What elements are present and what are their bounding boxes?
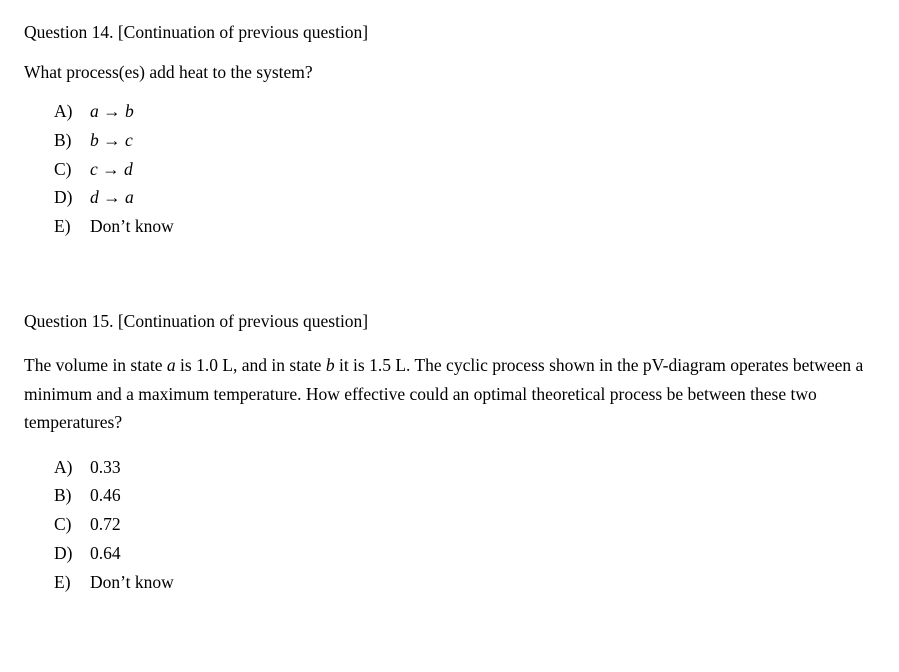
option-d-label: D) bbox=[54, 187, 73, 208]
option-d[interactable] bbox=[54, 542, 887, 574]
option-d[interactable] bbox=[54, 189, 887, 218]
question-15-heading: Question 15. [Continuation of previous question] bbox=[24, 310, 369, 331]
option-a-label: A) bbox=[54, 101, 73, 121]
option-c-text: c → d bbox=[90, 158, 133, 179]
option-a[interactable] bbox=[54, 103, 887, 132]
option-e[interactable] bbox=[54, 218, 887, 247]
option-e-text: Don’t know bbox=[90, 571, 174, 592]
option-d-label: D) bbox=[54, 542, 73, 563]
option-c[interactable] bbox=[54, 158, 887, 190]
question-14-prompt: What process(es) add heat to the system? bbox=[24, 61, 313, 82]
question-15-body-part-3: it is 1.5 L. The cyclic process shown in the pV-diagram operates between a minimum and a maximum temperature. How effective could an optimal theoretical process be between these two temperatures? bbox=[24, 355, 864, 433]
option-b-text: b → c bbox=[90, 129, 133, 150]
option-b[interactable] bbox=[54, 129, 887, 161]
option-b-label: B) bbox=[54, 129, 72, 150]
option-b-text: 0.46 bbox=[90, 485, 121, 506]
question-15-body bbox=[24, 351, 887, 436]
question-15-variable-a: a bbox=[166, 355, 176, 376]
question-15-options bbox=[24, 456, 887, 603]
option-c-label: C) bbox=[54, 514, 72, 535]
option-a[interactable] bbox=[54, 456, 887, 488]
option-c[interactable] bbox=[54, 516, 887, 545]
option-c-text: 0.72 bbox=[90, 514, 121, 535]
section-spacer bbox=[24, 247, 887, 313]
question-15-variable-b: b bbox=[325, 355, 335, 376]
option-e-text: Don’t know bbox=[90, 216, 174, 237]
option-a-text: a → b bbox=[90, 101, 134, 121]
option-c-label: C) bbox=[54, 158, 72, 179]
option-d-text: 0.64 bbox=[90, 542, 121, 563]
option-e[interactable] bbox=[54, 571, 887, 603]
option-e-label: E) bbox=[54, 571, 71, 592]
option-a-label: A) bbox=[54, 456, 73, 477]
question-14-block bbox=[24, 24, 887, 247]
option-d-text: d → a bbox=[90, 187, 134, 208]
option-b[interactable] bbox=[54, 487, 887, 516]
question-14-heading: Question 14. [Continuation of previous question] bbox=[24, 22, 369, 42]
question-14-options bbox=[24, 103, 887, 247]
question-15-block bbox=[24, 310, 887, 603]
option-a-text: 0.33 bbox=[90, 456, 121, 477]
question-15-body-part-2: is 1.0 L, and in state bbox=[175, 355, 326, 376]
option-b-label: B) bbox=[54, 485, 72, 506]
option-e-label: E) bbox=[54, 216, 71, 237]
question-15-body-part-1: The volume in state bbox=[24, 355, 167, 376]
